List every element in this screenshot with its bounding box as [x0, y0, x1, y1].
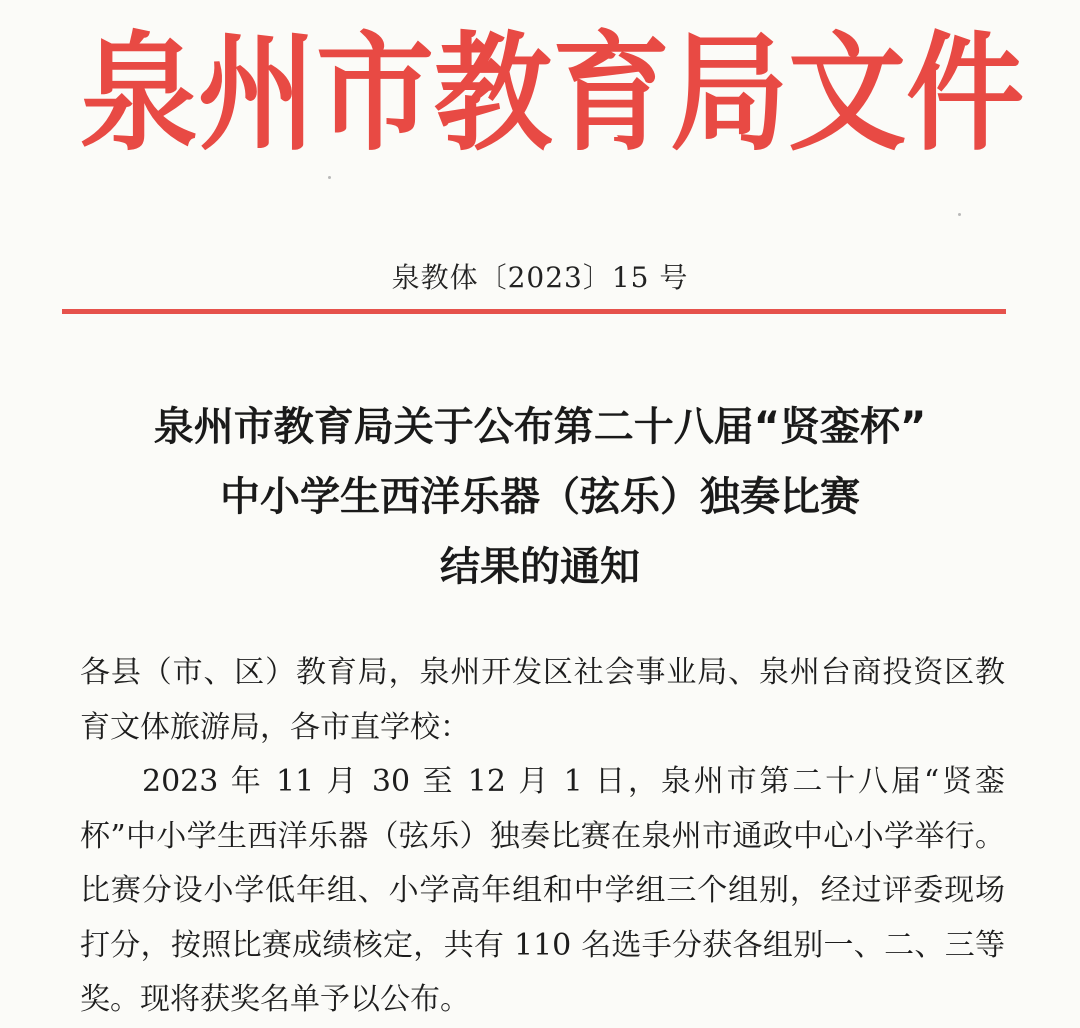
red-divider-line	[62, 309, 1006, 314]
addressee-paragraph: 各县（市、区）教育局，泉州开发区社会事业局、泉州台商投资区教育文体旅游局，各市直学校：	[80, 655, 1005, 745]
scan-speck	[958, 213, 961, 216]
scan-speck	[328, 176, 331, 179]
document-number: 泉教体〔2023〕15 号	[391, 261, 689, 294]
title-line-2: 中小学生西洋乐器（弦乐）独奏比赛	[220, 474, 860, 520]
masthead-char: 州	[198, 17, 317, 168]
masthead-char: 教	[434, 17, 553, 168]
masthead-char: 育	[552, 17, 671, 168]
notice-title	[40, 392, 1040, 602]
masthead-char: 件	[906, 17, 1025, 168]
title-line-1: 泉州市教育局关于公布第二十八届“贤銮杯”	[153, 404, 927, 450]
masthead-char: 文	[788, 17, 907, 168]
masthead-char: 市	[316, 17, 435, 168]
body-paragraph: 2023 年 11 月 30 至 12 月 1 日，泉州市第二十八届“贤銮杯”中小学生西洋乐器（弦乐）独奏比赛在泉州市通政中心小学举行。比赛分设小学低年组、小学高年组和中学组三个组别，经过评委现场打分，按照比赛成绩核定，共有 110 名选手分获各组别一、二、三等奖。现将获奖名单予以公布。	[80, 764, 1005, 1017]
notice-body	[80, 646, 1005, 1028]
masthead-char: 泉	[80, 17, 199, 168]
masthead-char: 局	[670, 17, 789, 168]
title-line-3: 结果的通知	[440, 544, 640, 590]
masthead-title	[80, 17, 1025, 168]
